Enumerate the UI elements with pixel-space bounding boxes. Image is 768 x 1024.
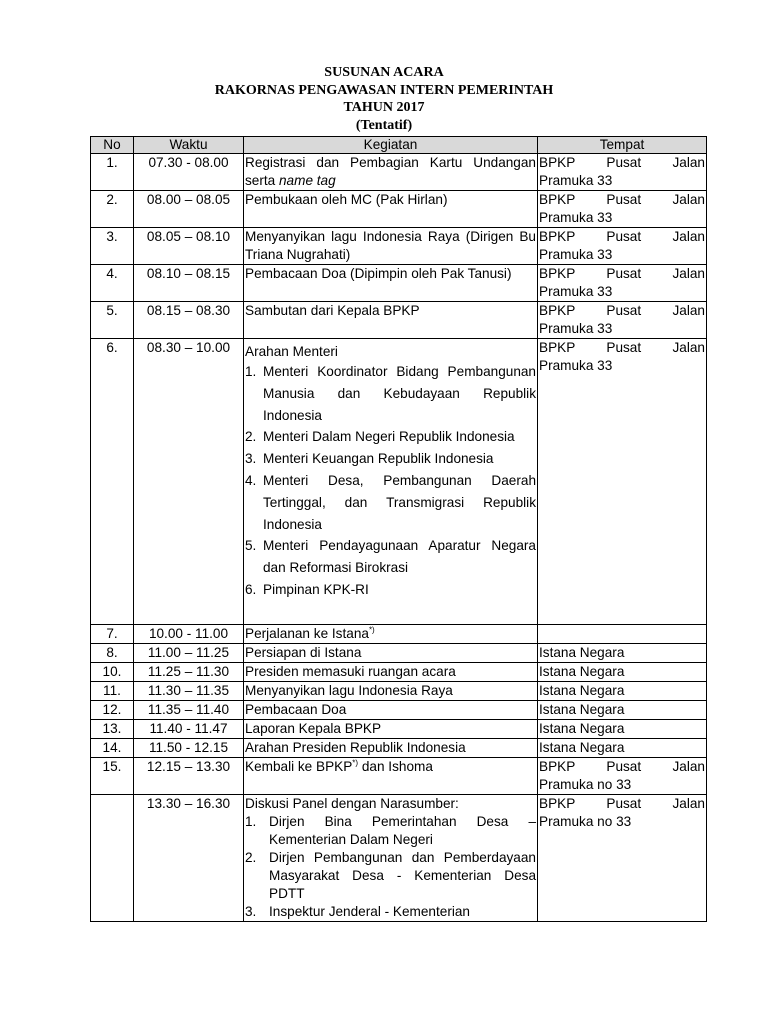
row-place: Istana Negara [538,682,707,701]
row-activity: Sambutan dari Kepala BPKP [244,302,538,339]
row-time: 08.30 – 10.00 [134,339,244,625]
title-line-1: SUSUNAN ACARA [324,65,444,80]
row-activity [244,339,538,625]
panel-speaker-list [245,813,536,921]
row-time: 11.00 – 11.25 [134,644,244,663]
row-number: 2. [91,191,134,228]
row-place: Istana Negara [538,663,707,682]
document-title-block [0,64,768,134]
row-place: BPKP Pusat Jalan Pramuka 33 [538,265,707,302]
row-activity: Menyanyikan lagu Indonesia Raya (Dirigen Bu Triana Nugrahati) [244,228,538,265]
row-activity [244,154,538,191]
row-time: 13.30 – 16.30 [134,795,244,922]
row-place: Istana Negara [538,720,707,739]
row-number: 5. [91,302,134,339]
row-number: 6. [91,339,134,625]
row-time: 08.10 – 08.15 [134,265,244,302]
footnote-mark: *) [368,625,375,635]
table-row [91,663,707,682]
title-line-3: TAHUN 2017 [343,100,425,115]
row-activity: Menyanyikan lagu Indonesia Raya [244,682,538,701]
footnote-mark: *) [352,758,359,768]
row-time: 11.30 – 11.35 [134,682,244,701]
activity-intro: Diskusi Panel dengan Narasumber: [245,796,459,811]
row-place: BPKP Pusat Jalan Pramuka 33 [538,154,707,191]
table-row [91,758,707,795]
list-item: 4. Menteri Desa, Pembangunan Daerah Tertinggal, dan Transmigrasi Republik Indonesia [245,472,536,532]
table-row [91,720,707,739]
row-activity: Arahan Presiden Republik Indonesia [244,739,538,758]
row-place: BPKP Pusat Jalan Pramuka 33 [538,339,707,625]
list-item: 5. Menteri Pendayagunaan Aparatur Negara dan Reformasi Birokrasi [245,538,536,576]
row-number: 14. [91,739,134,758]
row-place: BPKP Pusat Jalan Pramuka 33 [538,228,707,265]
table-row [91,228,707,265]
row-time: 07.30 - 08.00 [134,154,244,191]
row-place [538,625,707,644]
list-item: 6. Pimpinan KPK-RI [245,581,369,597]
row-place: BPKP Pusat Jalan Pramuka no 33 [538,795,707,922]
table-row [91,644,707,663]
row-place: Istana Negara [538,739,707,758]
table-row [91,682,707,701]
activity-italic-text: name tag [279,173,336,188]
row-activity [244,795,538,922]
minister-list [245,361,536,601]
activity-text: Perjalanan ke Istana [245,626,369,641]
list-item: 2. Menteri Dalam Negeri Republik Indonesia [245,429,515,445]
table-row [91,339,707,625]
title-line-2: RAKORNAS PENGAWASAN INTERN PEMERINTAH [214,82,554,98]
table-row [91,701,707,720]
table-row [91,265,707,302]
row-time: 11.50 - 12.15 [134,739,244,758]
column-header-waktu: Waktu [134,137,244,154]
row-time: 08.15 – 08.30 [134,302,244,339]
table-row [91,739,707,758]
table-row [91,191,707,228]
row-time: 11.40 - 11.47 [134,720,244,739]
table-row [91,795,707,922]
row-number: 1. [91,154,134,191]
row-number: 8. [91,644,134,663]
list-item: 2. Dirjen Pembangunan dan Pemberdayaan Masyarakat Desa - Kementerian Desa PDTT [245,850,536,901]
activity-text: Registrasi dan Pembagian Kartu Undangan serta [245,155,536,188]
row-number: 4. [91,265,134,302]
schedule-table [90,136,707,922]
row-number: 11. [91,682,134,701]
list-item: 1. Dirjen Bina Pemerintahan Desa – Kementerian Dalam Negeri [245,814,536,847]
row-activity: Persiapan di Istana [244,644,538,663]
row-number: 12. [91,701,134,720]
row-number: 3. [91,228,134,265]
list-item: 3. Menteri Keuangan Republik Indonesia [245,451,494,467]
row-activity: Pembacaan Doa [244,701,538,720]
row-number: 7. [91,625,134,644]
row-activity [244,625,538,644]
row-activity: Laporan Kepala BPKP [244,720,538,739]
row-time: 08.05 – 08.10 [134,228,244,265]
row-time: 12.15 – 13.30 [134,758,244,795]
row-place: Istana Negara [538,644,707,663]
list-item: 1. Menteri Koordinator Bidang Pembangunan Manusia dan Kebudayaan Republik Indonesia [245,364,536,423]
row-number: 13. [91,720,134,739]
title-line-4: (Tentatif) [355,117,413,133]
row-time: 08.00 – 08.05 [134,191,244,228]
row-number [91,795,134,922]
column-header-tempat: Tempat [538,137,707,154]
column-header-no: No [91,137,134,154]
row-time: 10.00 - 11.00 [134,625,244,644]
table-row [91,302,707,339]
row-place: BPKP Pusat Jalan Pramuka 33 [538,191,707,228]
table-row [91,154,707,191]
list-item: 3. Inspektur Jenderal - Kementerian [245,904,470,919]
row-place: BPKP Pusat Jalan Pramuka no 33 [538,758,707,795]
row-number: 10. [91,663,134,682]
row-time: 11.25 – 11.30 [134,663,244,682]
table-header-row [91,137,707,154]
row-place: BPKP Pusat Jalan Pramuka 33 [538,302,707,339]
activity-text-after: dan Ishoma [358,759,433,774]
row-number: 15. [91,758,134,795]
row-activity [244,758,538,795]
row-activity: Presiden memasuki ruangan acara [244,663,538,682]
row-time: 11.35 – 11.40 [134,701,244,720]
activity-text: Kembali ke BPKP [245,759,353,774]
row-place: Istana Negara [538,701,707,720]
table-row [91,625,707,644]
column-header-kegiatan: Kegiatan [244,137,538,154]
row-activity: Pembacaan Doa (Dipimpin oleh Pak Tanusi) [244,265,538,302]
activity-intro: Arahan Menteri [245,344,338,359]
row-activity: Pembukaan oleh MC (Pak Hirlan) [244,191,538,228]
